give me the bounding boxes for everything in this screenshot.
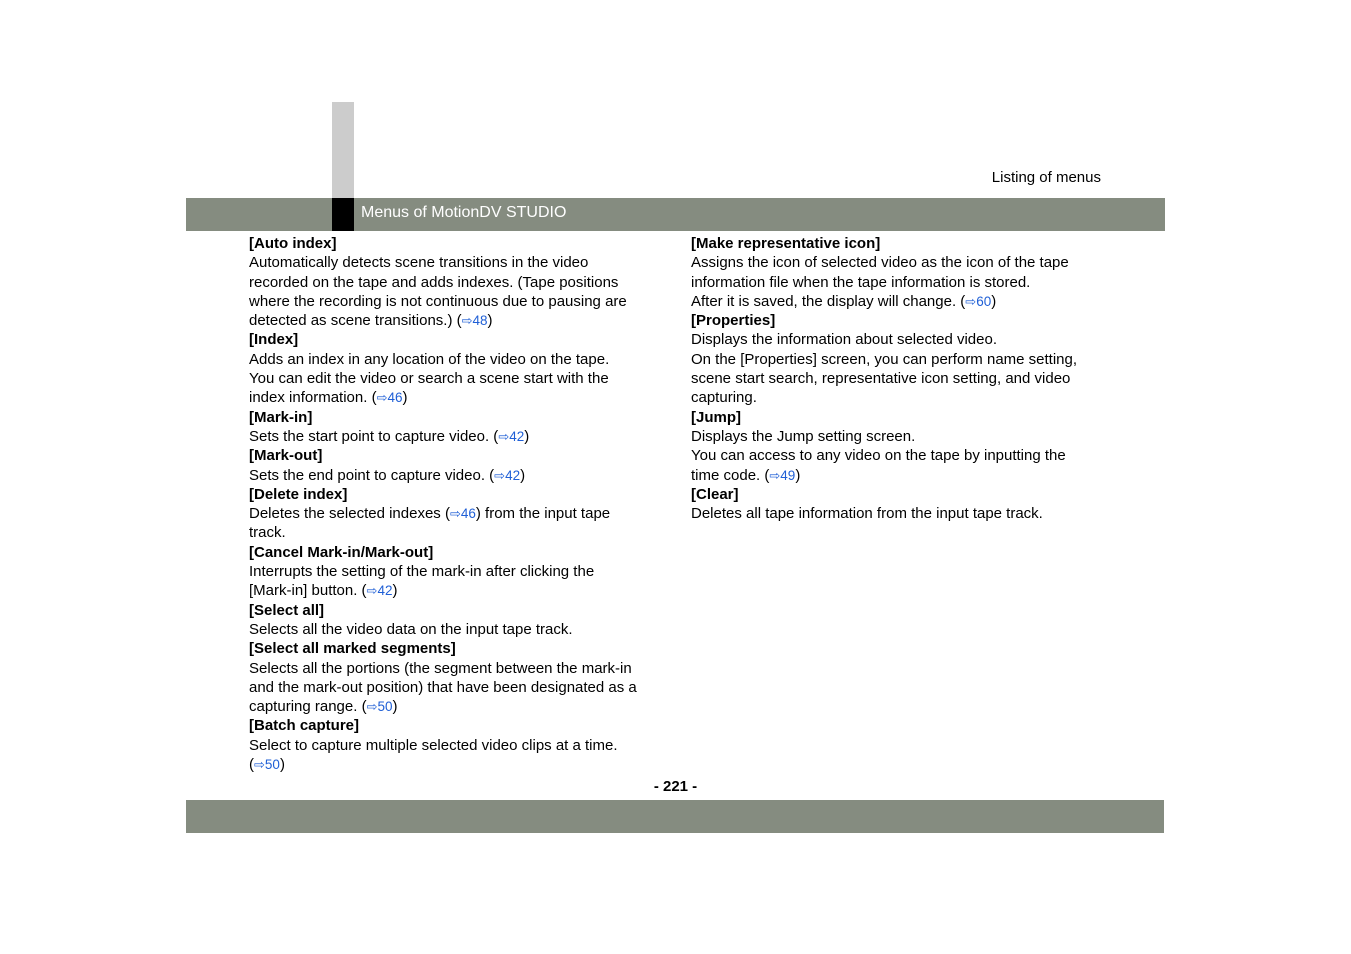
page-reference-link[interactable]: ⇨46 (376, 390, 403, 406)
menu-description-line: Interrupts the setting of the mark-in after clicking the (249, 563, 595, 581)
menu-term: [Clear] (691, 485, 739, 503)
page-reference-link[interactable]: ⇨49 (769, 467, 796, 483)
reference-arrow-icon: ⇨ (461, 313, 473, 329)
menu-description-line: index information. (⇨46) (249, 389, 408, 407)
menu-description-line: time code. (⇨49) (691, 466, 801, 484)
page-reference-link[interactable]: ⇨42 (498, 428, 525, 444)
menu-description-line: Adds an index in any location of the video on the tape. (249, 350, 610, 368)
menu-description-line: and the mark-out position) that have been designated as a (249, 678, 637, 696)
left-column (249, 234, 661, 774)
reference-arrow-icon: ⇨ (449, 506, 461, 522)
footer-band (186, 800, 1164, 833)
menu-description-line: On the [Properties] screen, you can perform name setting, (691, 350, 1078, 368)
menu-description-line: You can access to any video on the tape by inputting the (691, 447, 1066, 465)
menu-description-line: scene start search, representative icon setting, and video (691, 370, 1071, 388)
menu-term: [Select all] (249, 601, 325, 619)
menu-description-line: Sets the start point to capture video. (⇨42) (249, 427, 530, 445)
menu-description-line: Deletes all tape information from the input tape track. (691, 505, 1043, 523)
menu-description-line: Automatically detects scene transitions in the video (249, 254, 589, 272)
reference-arrow-icon: ⇨ (498, 428, 510, 444)
menu-description-line: recorded on the tape and adds indexes. (Tape positions (249, 273, 619, 291)
menu-term: [Make representative icon] (691, 235, 881, 252)
menu-description-line: information file when the tape information is stored. (691, 273, 1031, 291)
menu-description-line: Sets the end point to capture video. (⇨42) (249, 466, 526, 484)
menu-description-line: (⇨50) (249, 756, 285, 774)
section-label: Listing of menus (991, 169, 1101, 186)
page-reference-link[interactable]: ⇨48 (461, 313, 488, 329)
reference-arrow-icon: ⇨ (494, 467, 506, 483)
page-reference-link[interactable]: ⇨50 (254, 757, 280, 773)
menu-term: [Index] (249, 331, 299, 349)
chapter-tab-gray (332, 102, 354, 198)
menu-description-line: detected as scene transitions.) (⇨48) (249, 312, 493, 330)
menu-description-line: where the recording is not continuous due to pausing are (249, 292, 627, 310)
page-reference-link[interactable]: ⇨60 (965, 293, 992, 309)
reference-arrow-icon: ⇨ (769, 467, 781, 483)
reference-arrow-icon: ⇨ (254, 757, 265, 773)
page-reference-link[interactable]: ⇨50 (366, 699, 393, 715)
menu-description-line: Select to capture multiple selected video clips at a time. (249, 736, 618, 754)
menu-description-line: track. (249, 524, 286, 542)
menu-term: [Select all marked segments] (249, 640, 456, 658)
reference-arrow-icon: ⇨ (376, 390, 388, 406)
reference-arrow-icon: ⇨ (366, 699, 378, 715)
menu-term: [Jump] (691, 408, 741, 426)
page-reference-link[interactable]: ⇨42 (494, 467, 521, 483)
menu-description-line: Assigns the icon of selected video as the icon of the tape (691, 254, 1069, 272)
menu-description-line: Selects all the portions (the segment between the mark-in (249, 659, 632, 677)
menu-term: [Properties] (691, 312, 776, 330)
reference-arrow-icon: ⇨ (965, 293, 977, 309)
page-reference-link[interactable]: ⇨46 (449, 506, 476, 522)
menu-description-line: You can edit the video or search a scene start with the (249, 370, 609, 388)
menu-term: [Mark-out] (249, 447, 323, 465)
menu-term: [Mark-in] (249, 408, 313, 426)
right-column (691, 234, 1103, 523)
menu-description-line: Deletes the selected indexes (⇨46) from the input tape (249, 505, 611, 523)
page-number: - 221 - (653, 778, 698, 795)
menu-description-line: capturing. (691, 389, 757, 407)
menu-term: [Batch capture] (249, 717, 360, 735)
menu-description-line: capturing range. (⇨50) (249, 698, 398, 716)
menu-term: [Auto index] (249, 235, 337, 252)
menu-description-line: Selects all the video data on the input tape track. (249, 620, 573, 638)
menu-description-line: Displays the information about selected video. (691, 331, 998, 349)
page-reference-link[interactable]: ⇨42 (366, 583, 393, 599)
menu-term: [Delete index] (249, 485, 348, 503)
menu-description-line: Displays the Jump setting screen. (691, 427, 916, 445)
chapter-title: Menus of MotionDV STUDIO (361, 204, 567, 221)
menu-description-line: After it is saved, the display will change. (⇨60) (691, 292, 997, 310)
menu-term: [Cancel Mark-in/Mark-out] (249, 543, 434, 561)
chapter-tab-black (332, 198, 354, 231)
reference-arrow-icon: ⇨ (366, 583, 378, 599)
menu-description-line: [Mark-in] button. (⇨42) (249, 582, 398, 600)
